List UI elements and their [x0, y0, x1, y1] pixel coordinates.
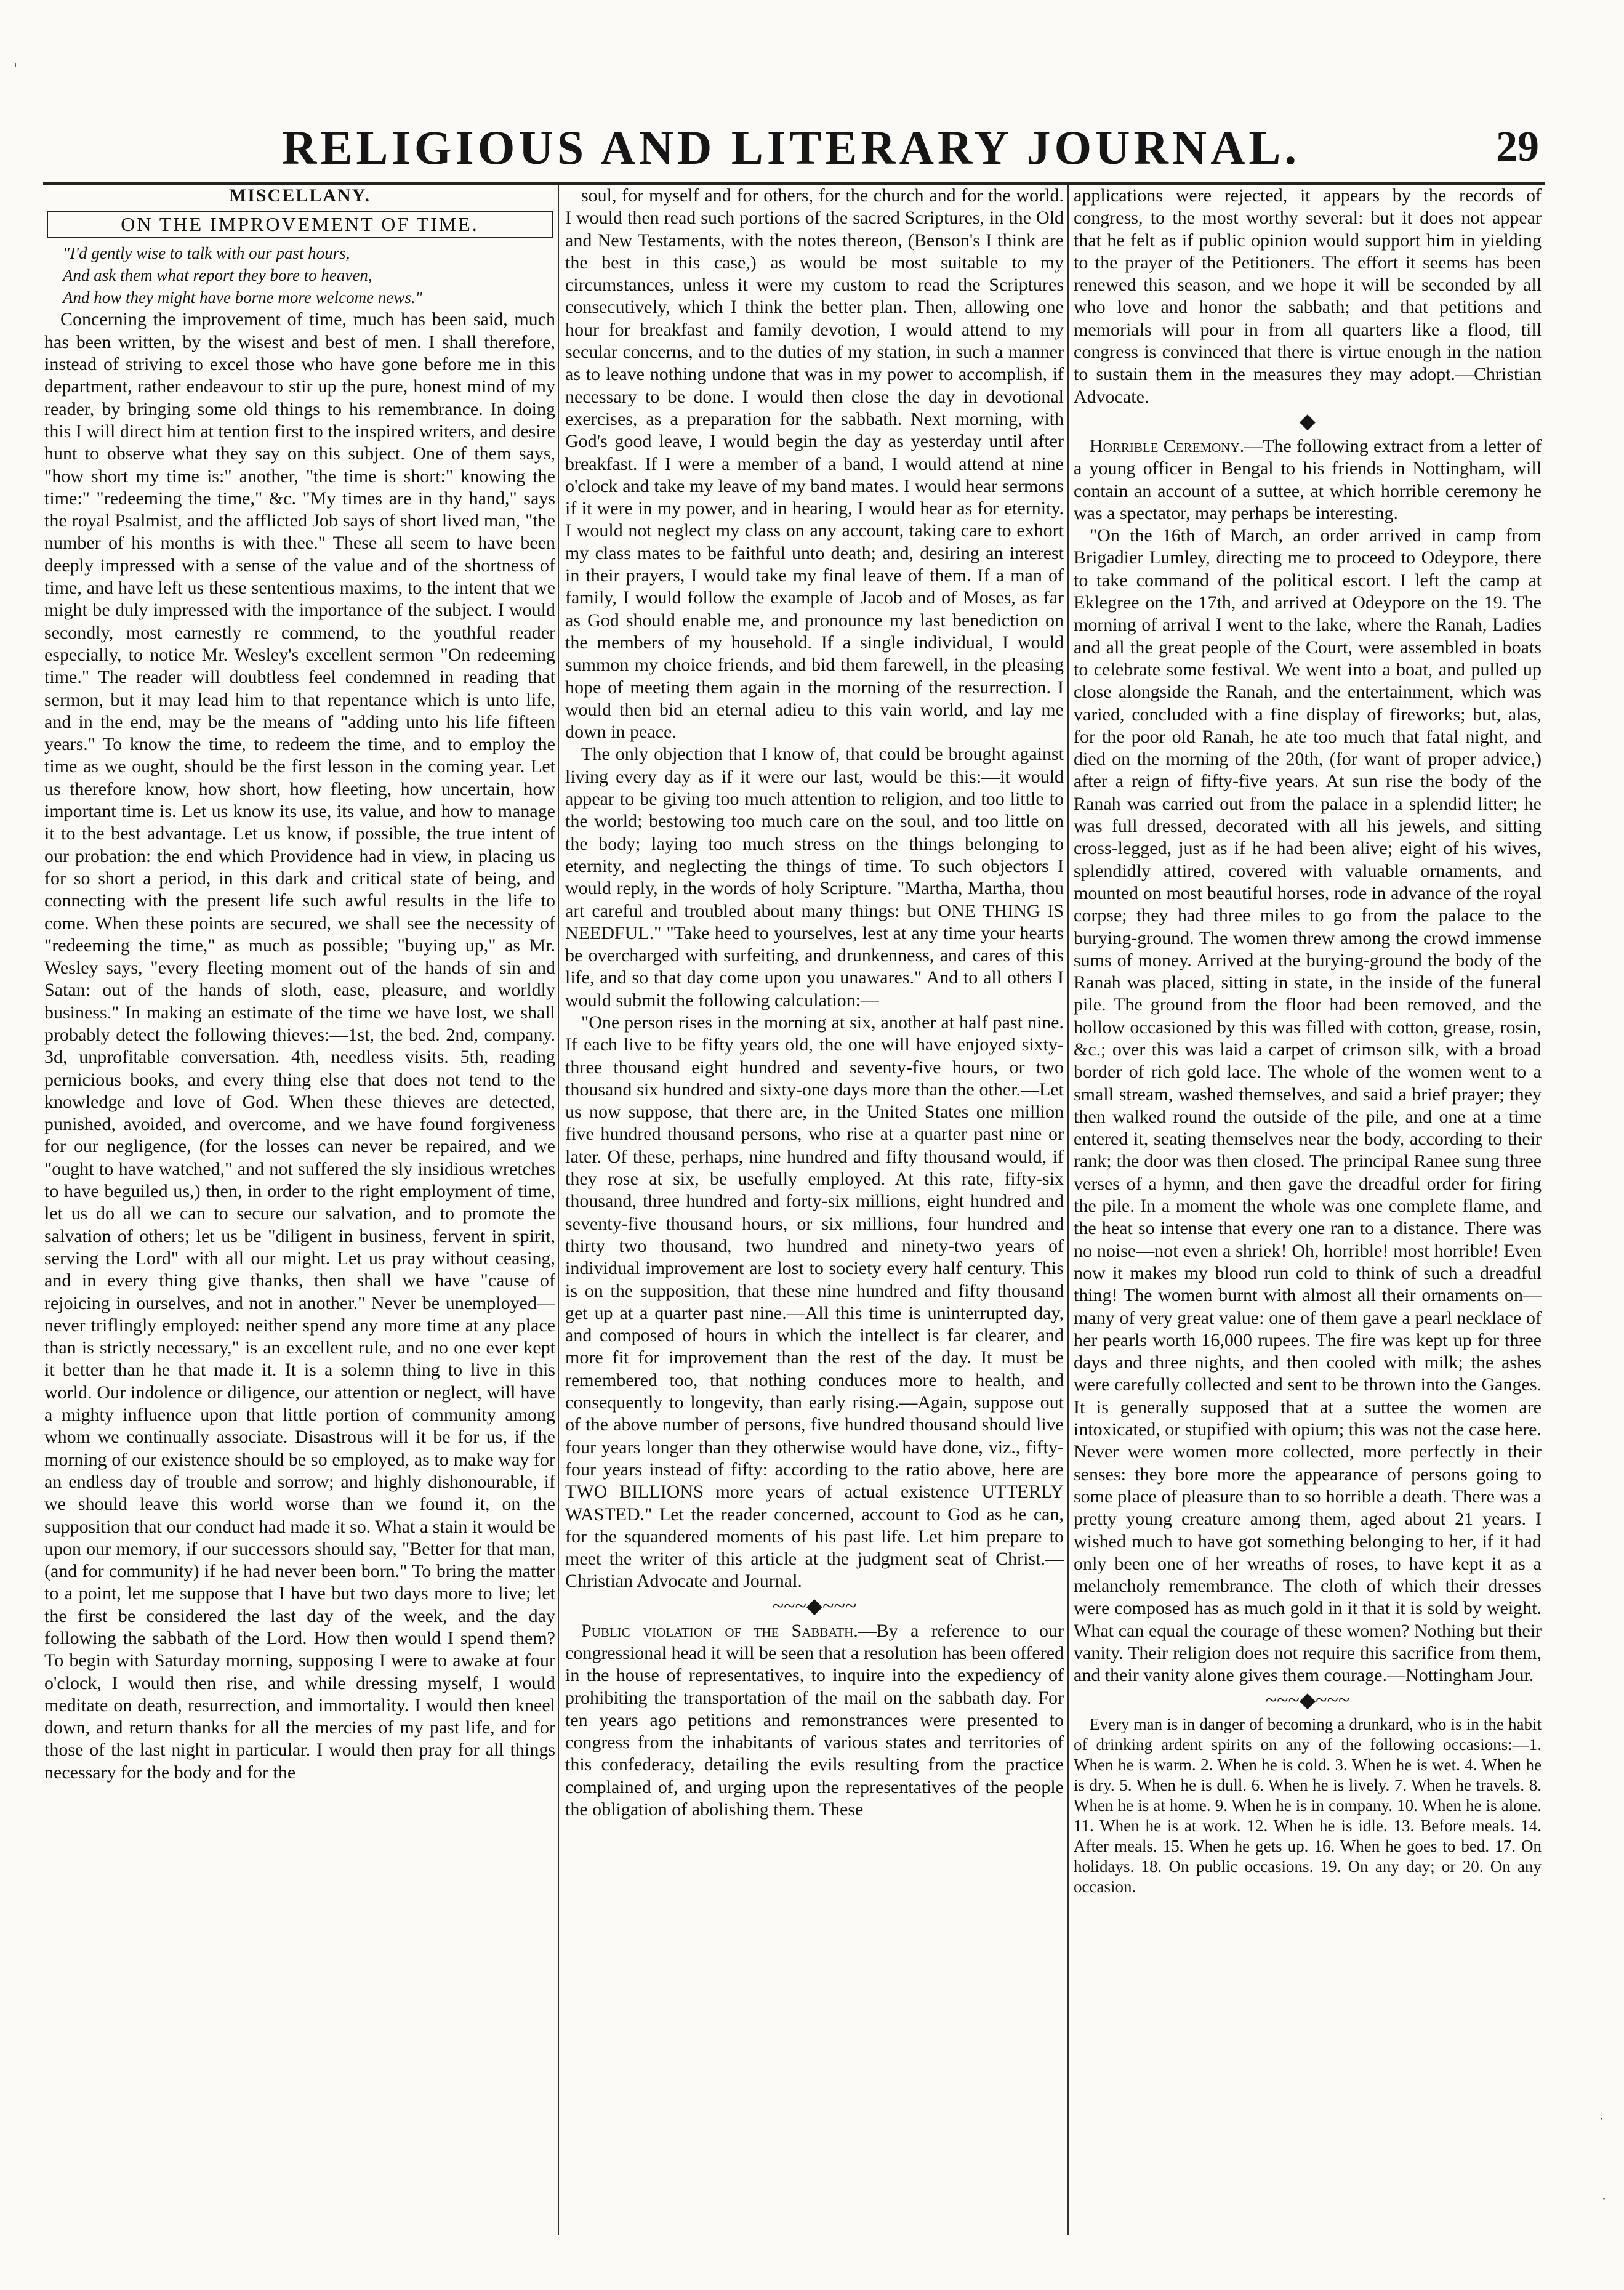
- article-paragraph: Concerning the improvement of time, much has been said, much has been written, by the wisest and best of men. I shall therefore, instead of striving to excel those who have gone before me in this department, rather endeavour to stir up the pure, honest mind of my reader, by bringing some old things to his remembrance. In doing this I will direct him at tention first to the inspired writers, and desire hunt to observe what they say on this subject. One of them says, "how short my time is:" another, "the time is short:" knowing the time:" "redeeming the time," &c. "My times are in thy hand," says the royal Psalmist, and the afflicted Job says of short lived man, "the number of his months is with thee." These all seem to have been deeply impressed with a sense of the value and of the shortness of time, and have left us these sententious maxims, to the intent that we might be duly impressed with the importance of the subject. I would secondly, most earnestly re commend, to the youthful reader especially, to notice Mr. Wesley's excellent sermon "On redeeming time." The reader will doubtless feel condemned in reading that sermon, but it may lead him to that repentance which is unto life, and in the end, may be the means of "adding unto his life fifteen years." To know the time, to redeem the time, and to employ the time as we ought, should be the first lesson in the coming year. Let us therefore know, how short, how fleeting, how uncertain, how important time is. Let us know its use, its value, and how to manage it to the best advantage. Let us know, if possible, the true intent of our probation: the end which Providence had in view, in placing us for so short a period, in this dark and critical state of being, and connecting with the present life such awful results in the life to come. When these points are secured, we shall see the necessity of "redeeming the time," as much as possible; "buying up," as Mr. Wesley says, "every fleeting moment out of the hands of sin and Satan: out of the hands of sloth, ease, pleasure, and worldly business." In making an estimate of the time we have lost, we shall probably detect the following thieves:—1st, the bed. 2nd, company. 3d, unprofitable conversation. 4th, needless visits. 5th, reading pernicious books, and every thing else that does not tend to the knowledge and love of God. When these thieves are detected, punished, avoided, and overcome, and we have found forgiveness for our negligence, (for the losses can never be repaired, and we "ought to have watched," and not suffered the sly insidious wretches to have beguiled us,) then, in order to the right employment of time, let us do all we can to secure our salvation, and to promote the salvation of others; let us be "diligent in business, fervent in spirit, serving the Lord" with all our might. Let us pray without ceasing, and in every thing give thanks, then shall we have "cause of rejoicing in ourselves, and not in another." Never be unemployed—never triflingly employed: neither spend any more time at any place than is strictly necessary," is an excellent rule, and no one ever kept it better than he that made it. It is a solemn thing to live in this world. Our indolence or diligence, our attention or neglect, will have a mighty influence upon that little portion of community among whom we continually associate. Disastrous will it be for us, if the morning of our existence should be so employed, as to make way for an endless day of trouble and sorrow; and highly dishonourable, if we should leave this world worse than we found it, on the supposition that our conduct had made it so. What a stain it would be upon our memory, if our successors should say, "Better for that man, (and for community) if he had never been born." To bring the matter to a point, let me suppose that I have but two days more to live; let the first be considered the last day of the week, and the day following the sabbath of the Lord. How then would I spend them? To begin with Saturday morning, supposing I were to awake at four o'clock, I would then rise, and while dressing myself, I would meditate on death, resurrection, and immortality. I would then kneel down, and return thanks for all the mercies of my past life, and for those of the last night in particular. I would then pray for all things necessary for the body and for the: [44, 309, 555, 1783]
- margin-speck: ·: [1599, 2112, 1604, 2127]
- section-heading: MISCELLANY.: [228, 185, 371, 206]
- section-text: —By a reference to our congressional head it will be seen that a resolution has been offered in the house of representatives, to inquire into the expediency of prohibiting the transportation of the mail on the sabbath day. For ten years ago petitions and remonstrances were presented to congress from the inhabitants of various states and territories of this confederacy, detailing the evils resulting from the practice complained of, and urging upon the representatives of the people the obligation of abolishing them. These: [565, 1620, 1064, 1820]
- article-paragraph: soul, for myself and for others, for the church and for the world. I would then read such portions of the sacred Scriptures, in the Old and New Testaments, with the notes thereon, (Benson's I think are the best in this case,) as would be most suitable to my circumstances, unless it were my custom to read the Scriptures consecutively, which I think the better plan. Then, allowing one hour for breakfast and family devotion, I would attend to my secular concerns, and to the duties of my station, in such a manner as to leave nothing undone that was in my power to accomplish, if necessary to be done. I would then close the day in devotional exercises, as a preparation for the sabbath. Next morning, with God's good leave, I would begin the day as yesterday until after breakfast. If I were a member of a band, I would attend at nine o'clock and take my leave of my band mates. I would hear sermons if it were in my power, and in hearing, I would hear as for eternity. I would not neglect my class on any account, taking care to exhort my class mates to be faithful unto death; and, desiring an interest in their prayers, I would take my final leave of them. If a man of family, I would follow the example of Jacob and of Moses, as far as God should enable me, and pronounce my last benediction on the members of my household. If a single individual, I would summon my choice friends, and bid them farewell, in the pleasing hope of meeting them again in the morning of the resurrection. I would then bid an eternal adieu to this vain world, and lay me down in peace.: [565, 185, 1064, 743]
- article-paragraph: [565, 1620, 1064, 1821]
- article-paragraph: "One person rises in the morning at six, another at half past nine. If each live to be fifty years old, the one will have enjoyed sixty-three thousand eight hundred and seventy-five hours, or two thousand six hundred and sixty-one days more than the other.—Let us now suppose, that there are, in the United States one million five hundred thousand persons, who rise at a quarter past nine or later. Of these, perhaps, nine hundred and fifty thousand would, if they rose at six, be usefully employed. At this rate, fifty-six thousand, three hundred and forty-six millions, eight hundred and seventy-five thousand hours, or six millions, four hundred and thirty two thousand, two hundred and ninety-two years of individual improvement are lost to society every half century. This is on the supposition, that these nine hundred and fifty thousand get up at a quarter past nine.—All this time is uninterrupted day, and composed of hours in which the intellect is far clearer, and more fit for improvement than the rest of the day. It must be remembered too, that nothing conduces more to health, and consequently to longevity, than early rising.—Again, suppose out of the above number of persons, five hundred thousand should live four years longer than they otherwise would have done, viz., fifty-four years instead of fifty: according to the ratio above, here are TWO BILLIONS more years of actual existence UTTERLY WASTED." Let the reader concerned, account to God as he can, for the squandered moments of his past life. Let him prepare to meet the writer of this article at the judgment seat of Christ.—Christian Advocate and Journal.: [565, 1012, 1064, 1592]
- ornament-divider: ~~~◆~~~: [1265, 1688, 1350, 1712]
- section-title: Horrible Ceremony.: [1090, 435, 1245, 456]
- ornament-divider: ~~~◆~~~: [772, 1594, 857, 1618]
- article-title: ON THE IMPROVEMENT OF TIME.: [47, 211, 553, 238]
- article-paragraph: applications were rejected, it appears by the records of congress, to the most worthy several: but it does not appear that he felt as if public opinion would support him in yielding to the prayer of the Petitioners. The effort it seems has been renewed this season, and we hope it will be seconded by all who love and honor the sabbath; and that petitions and memorials will pour in from all quarters like a flood, till congress is convinced that there is virtue enough in the nation to sustain them in the measures they may adopt.—Christian Advocate.: [1074, 185, 1542, 407]
- column-divider: [1067, 185, 1069, 2235]
- article-paragraph: [1074, 435, 1542, 525]
- column-1: [44, 185, 555, 2229]
- margin-speck: ·: [1602, 2192, 1606, 2207]
- article-paragraph: "On the 16th of March, an order arrived in camp from Brigadier Lumley, directing me to proceed to Odeypore, there to take command of the political escort. I left the camp at Eklegree on the 17th, and arrived at Odeypore on the 19. The morning of arrival I went to the lake, where the Ranah, Ladies and all the great people of the Court, were assembled in boats to celebrate some festival. We went into a boat, and pulled up close alongside the Ranah, and the entertainment, which was varied, concluded with a fine display of fireworks; but, alas, for the poor old Ranah, he ate too much that fatal night, and died on the morning of the 20th, (for want of proper advice,) after a reign of fifty-five years. At sun rise the body of the Ranah was carried out from the palace in a splendid litter; he was full dressed, decorated with all his jewels, and sitting cross-legged, just as if he had been alive; eight of his wives, splendidly attired, covered with valuable ornaments, and mounted on most beautiful horses, rode in advance of the royal corpse; they had three miles to go from the palace to the burying-ground. The women threw among the crowd immense sums of money. Arrived at the burying-ground the body of the Ranah was placed, sitting in state, in the inside of the funeral pile. The ground from the floor had been removed, and the hollow occasioned by this was filled with cotton, grease, rosin, &c.; over this was laid a carpet of crimson silk, with a broad border of rich gold lace. The whole of the women went to a small stream, washed themselves, and said a brief prayer; they then walked round the outside of the pile, and one at a time entered it, seating themselves near the body, according to their rank; the door was then closed. The principal Ranee sung three verses of a hymn, and then gave the dreadful order for firing the pile. In a moment the whole was one complete flame, and the heat so intense that every one ran to a distance. There was no noise—not even a shriek! Oh, horrible! most horrible! Even now it makes my blood run cold to think of such a dreadful thing! The women burnt with almost all their ornaments on—many of very great value: one of them gave a pearl necklace of her pearls worth 16,000 rupees. The fire was kept up for three days and three nights, and then cooled with milk; the ashes were carefully collected and sent to be thrown into the Ganges. It is generally supposed that at a suttee the women are intoxicated, or stupified with opium; this was not the case here. Never were women more collected, more perfectly in their senses: they bore more the appearance of persons going to some place of pleasure than to so horrible a death. There was a pretty young creature among them, aged about 21 years. I wished much to have got something belonging to her, if it had only been one of her wreaths of roses, to have kept it as a melancholy remembrance. The cloth of which their dresses were composed has as much gold in it that it is sold by weight. What can equal the courage of these women? Nothing but their vanity. Their religion does not require this sacrifice from them, and their vanity alone gives them courage.—Nottingham Jour.: [1074, 525, 1542, 1686]
- page-number: 29: [1496, 123, 1539, 171]
- section-text: —The following extract from a letter of a young officer in Bengal to his friends in Nottingham, will contain an account of a suttee, at which horrible ceremony he was a spectator, may perhaps be interesting.: [1074, 435, 1542, 523]
- verse-line: "I'd gently wise to talk with our past hours,: [63, 243, 350, 262]
- article-paragraph: The only objection that I know of, that could be brought against living every day as if it were our last, would be this:—it would appear to be giving too much attention to religion, and too little to the world; bestowing too much care on the soul, and too little on the body; laying too much stress on the things belonging to eternity, and neglecting the things of time. To such objectors I would reply, in the words of holy Scripture. "Martha, Martha, thou art careful and troubled about many things: but ONE THING IS NEEDFUL." "Take heed to yourselves, lest at any time your hearts be overcharged with surfeiting, and drunkenness, and cares of this life, and so that day come upon you unawares." And to all others I would submit the following calculation:—: [565, 744, 1064, 1010]
- column-3: [1074, 185, 1542, 2229]
- section-title: Public violation of the Sabbath.: [581, 1620, 858, 1641]
- ornament-divider: ◆: [1299, 409, 1316, 433]
- verse-line: And how they might have borne more welcome news.": [63, 288, 422, 307]
- masthead: [43, 120, 1539, 188]
- journal-title: RELIGIOUS AND LITERARY JOURNAL.: [282, 121, 1300, 174]
- column-2: [565, 185, 1064, 2229]
- verse-line: And ask them what report they bore to heaven,: [63, 265, 372, 284]
- column-divider: [558, 185, 559, 2235]
- closing-paragraph: Every man is in danger of becoming a drunkard, who is in the habit of drinking ardent spirits on any of the following occasions:—1. When he is warm. 2. When he is cold. 3. When he is wet. 4. When he is dry. 5. When he is dull. 6. When he is lively. 7. When he travels. 8. When he is at home. 9. When he is in company. 10. When he is alone. 11. When he is at work. 12. When he is idle. 13. Before meals. 14. After meals. 15. When he gets up. 16. When he goes to bed. 17. On holidays. 18. On public occasions. 19. On any day; or 20. On any occasion.: [1074, 1714, 1542, 1896]
- margin-speck: ˌ: [14, 53, 18, 68]
